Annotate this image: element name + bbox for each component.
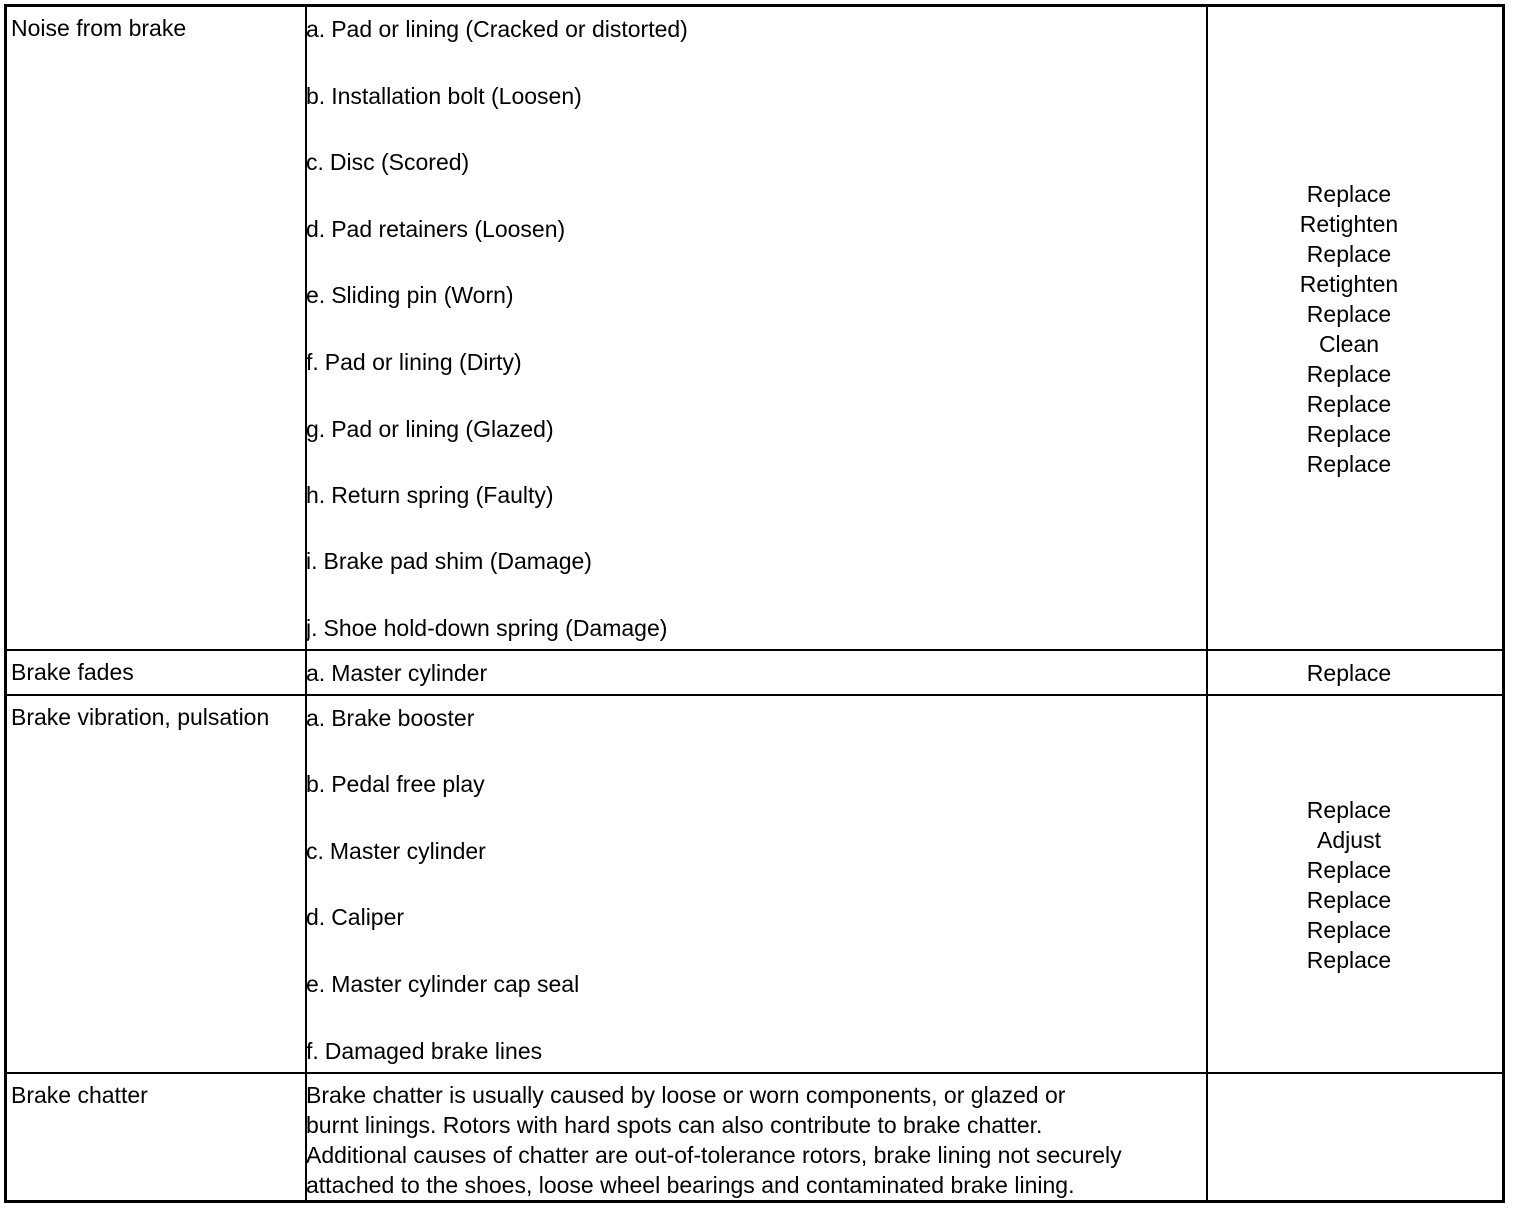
cause-item [306,970,579,998]
cause-text: Disc (Scored) [329,149,470,175]
row-divider [7,649,1502,651]
remedy-item: Replace [1306,857,1392,883]
cause-item [306,1037,542,1065]
remedy-item: Replace [1306,241,1392,267]
cause-item [306,770,485,798]
cause-item [306,481,554,509]
cause-text: Pad or lining (Glazed) [331,416,554,442]
cause-item [306,903,404,931]
cause-text: Damaged brake lines [324,1038,543,1064]
cause-text: Master cylinder [329,838,486,864]
cause-text: Installation bolt (Loosen) [331,83,582,109]
remedy-item: Replace [1306,797,1392,823]
cause-item [306,547,592,575]
remedy-list [1200,179,1498,479]
condition-brake-chatter: Brake chatter [11,1082,148,1108]
remedy-item: Replace [1306,660,1392,686]
description-line: Brake chatter is usually caused by loose or worn components, or glazed or [306,1082,1066,1108]
column-divider [305,7,307,1200]
cause-text: Return spring (Faulty) [331,482,554,508]
cause-label: d. [306,904,326,930]
remedy-item: Retighten [1299,211,1399,237]
remedy-item: Adjust [1317,827,1381,853]
remedy-item: Clean [1318,331,1380,357]
cause-label: e. [306,971,326,997]
condition-brake-fades: Brake fades [11,659,134,685]
cause-label: a. [306,660,326,686]
row-divider [7,694,1502,696]
cause-text: Pad or lining (Cracked or distorted) [331,16,688,42]
cause-item [306,348,522,376]
cause-item [306,82,582,110]
remedy-item: Replace [1306,391,1392,417]
cause-label: e. [306,282,326,308]
cause-label: f. [306,1038,319,1064]
cause-label: c. [306,149,324,175]
cause-text: Caliper [331,904,405,930]
remedy-item: Replace [1306,887,1392,913]
cause-text: Sliding pin (Worn) [331,282,514,308]
description-line: burnt linings. Rotors with hard spots can also contribute to brake chatter. [306,1112,1043,1138]
remedy-list [1200,658,1498,688]
remedy-item: Replace [1306,361,1392,387]
remedy-item: Replace [1306,947,1392,973]
condition-noise-from-brake: Noise from brake [11,15,187,41]
cause-label: c. [306,838,324,864]
cause-label: f. [306,349,319,375]
cause-text: Pad retainers (Loosen) [331,216,566,242]
cause-item [306,659,487,687]
row-divider [7,1072,1502,1074]
remedy-item: Replace [1306,421,1392,447]
remedy-item: Replace [1306,451,1392,477]
cause-item [306,837,486,865]
description-line: Additional causes of chatter are out-of-tolerance rotors, brake lining not securely [306,1142,1122,1168]
brake-chatter-description [306,1080,1201,1200]
cause-label: j. [306,615,318,641]
condition-brake-vibration: Brake vibration, pulsation [11,704,270,730]
cause-item [306,148,469,176]
cause-text: Shoe hold-down spring (Damage) [323,615,668,641]
cause-text: Master cylinder [331,660,488,686]
cause-item [306,15,688,43]
remedy-item: Retighten [1299,271,1399,297]
cause-text: Pedal free play [331,771,485,797]
cause-label: b. [306,83,326,109]
cause-label: i. [306,548,318,574]
cause-label: g. [306,416,326,442]
cause-text: Master cylinder cap seal [331,971,580,997]
cause-label: d. [306,216,326,242]
remedy-item: Replace [1306,301,1392,327]
description-line: attached to the shoes, loose wheel bearings and contaminated brake lining. [306,1172,1075,1198]
cause-text: Brake pad shim (Damage) [323,548,592,574]
remedy-item: Replace [1306,181,1392,207]
cause-label: b. [306,771,326,797]
cause-item [306,614,667,642]
cause-item [306,215,565,243]
cause-text: Brake booster [331,705,475,731]
remedy-list [1200,795,1498,975]
cause-label: a. [306,705,326,731]
cause-label: a. [306,16,326,42]
cause-item [306,415,554,443]
cause-text: Pad or lining (Dirty) [324,349,522,375]
cause-item [306,281,514,309]
cause-item [306,704,474,732]
remedy-item: Replace [1306,917,1392,943]
cause-label: h. [306,482,326,508]
